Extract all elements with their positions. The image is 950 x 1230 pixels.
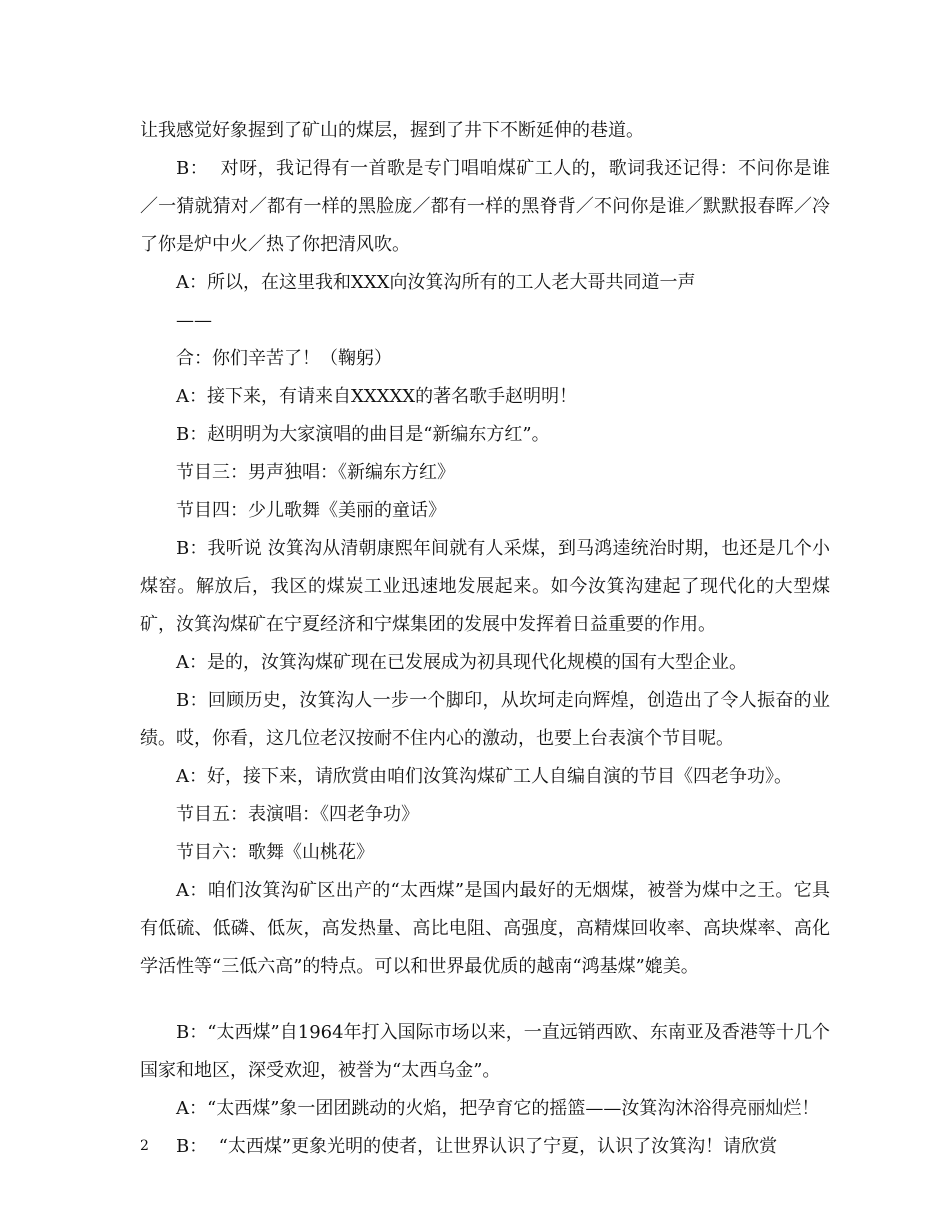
paragraph: B： “太西煤”更象光明的使者，让世界认识了宁夏，认识了汝箕沟！请欣赏: [176, 1136, 778, 1157]
paragraph-gap: [140, 986, 830, 1014]
paragraph: 节目六：歌舞《山桃花》: [176, 842, 374, 863]
paragraph: B：赵明明为大家演唱的曲目是“新编东方红”。: [176, 424, 550, 445]
paragraph: A：咱们汝箕沟矿区出产的“太西煤”是国内最好的无烟煤，被誉为煤中之王。它具有低硫、低磷、低灰，高发热量、高比电阻、高强度，高精煤回收率、高块煤率、高化学活性等“三低六高”的特点。可以和世界最优质的越南“鸿基煤”媲美。: [140, 880, 830, 977]
paragraph: 合：你们辛苦了！（鞠躬）: [176, 348, 392, 369]
paragraph: A：接下来，有请来自XXXXX的著名歌手赵明明！: [176, 386, 578, 407]
paragraph: A：“太西煤”象一团团跳动的火焰，把孕育它的摇篮——汝箕沟沐浴得亮丽灿烂！: [176, 1098, 820, 1119]
page-number: 2: [140, 1138, 149, 1154]
paragraph: 节目三：男声独唱：《新编东方红》: [176, 462, 455, 483]
paragraph: B：回顾历史，汝箕沟人一步一个脚印，从坎坷走向辉煌，创造出了令人振奋的业绩。哎，你看，这几位老汉按耐不住内心的激动，也要上台表演个节目呢。: [140, 690, 830, 749]
paragraph: ——: [176, 310, 212, 331]
paragraph: B：我听说 汝箕沟从清朝康熙年间就有人采煤，到马鸿逵统治时期，也还是几个小煤窑。解放后，我区的煤炭工业迅速地发展起来。如今汝箕沟建起了现代化的大型煤矿，汝箕沟煤矿在宁夏经济和宁煤集团的发展中发挥着日益重要的作用。: [140, 538, 830, 635]
document-body: [140, 112, 830, 1166]
paragraph: 节目五：表演唱：《四老争功》: [176, 804, 419, 825]
paragraph: A：好，接下来，请欣赏由咱们汝箕沟煤矿工人自编自演的节目《四老争功》。: [176, 766, 792, 787]
paragraph: 让我感觉好象握到了矿山的煤层，握到了井下不断延伸的巷道。: [140, 120, 644, 141]
paragraph: B：“太西煤”自1964年打入国际市场以来，一直远销西欧、东南亚及香港等十几个国家和地区，深受欢迎，被誉为“太西乌金”。: [140, 1022, 830, 1081]
paragraph: 节目四：少儿歌舞《美丽的童话》: [176, 500, 446, 521]
paragraph: B： 对呀，我记得有一首歌是专门唱咱煤矿工人的，歌词我还记得：不问你是谁／一猜就猜对／都有一样的黑脸庞／都有一样的黑脊背／不问你是谁／默默报春晖／冷了你是炉中火／热了你把清风吹。: [140, 158, 830, 255]
paragraph: A：所以，在这里我和XXX向汝箕沟所有的工人老大哥共同道一声: [176, 272, 696, 293]
paragraph: A：是的，汝箕沟煤矿现在已发展成为初具现代化规模的国有大型企业。: [176, 652, 747, 673]
